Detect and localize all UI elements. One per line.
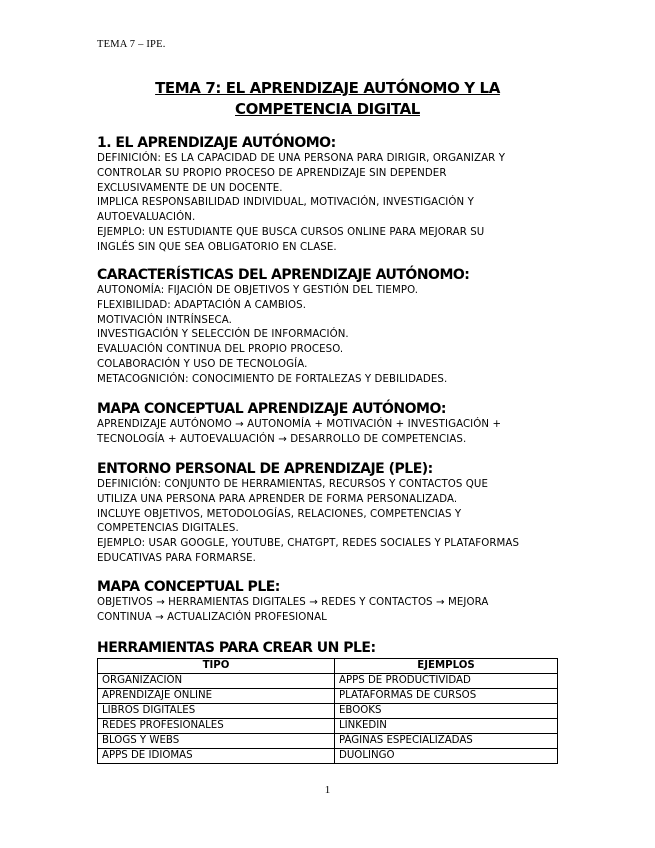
text-line: INCLUYE OBJETIVOS, METODOLOGÍAS, RELACIONES, COMPETENCIAS Y	[97, 508, 462, 520]
section-heading: HERRAMIENTAS PARA CREAR UN PLE:	[97, 640, 376, 656]
column-header-ejemplos: EJEMPLOS	[335, 659, 558, 674]
text-line: MOTIVACIÓN INTRÍNSECA.	[97, 314, 232, 326]
text-line: EXCLUSIVAMENTE DE UN DOCENTE.	[97, 182, 283, 194]
text-line: UTILIZA UNA PERSONA PARA APRENDER DE FORMA PERSONALIZADA.	[97, 493, 458, 505]
ple-tools-table	[97, 658, 558, 764]
section-mapa-aprendizaje	[97, 401, 567, 448]
section-ple	[97, 461, 567, 567]
text-line: AUTONOMÍA: FIJACIÓN DE OBJETIVOS Y GESTIÓN DEL TIEMPO.	[97, 285, 419, 296]
table-cell: PÁGINAS ESPECIALIZADAS	[335, 734, 558, 749]
section-herramientas	[97, 640, 567, 657]
section-body	[97, 284, 567, 388]
text-line: APRENDIZAJE AUTÓNOMO → AUTONOMÍA + MOTIVACIÓN + INVESTIGACIÓN +	[97, 419, 502, 430]
column-header-tipo: TIPO	[98, 659, 335, 674]
table-cell: LIBROS DIGITALES	[98, 704, 335, 719]
section-heading: MAPA CONCEPTUAL PLE:	[97, 579, 280, 595]
text-line: INGLÉS SIN QUE SEA OBLIGATORIO EN CLASE.	[97, 241, 337, 253]
document-title: TEMA 7: EL APRENDIZAJE AUTÓNOMO Y LA COMPETENCIA DIGITAL	[155, 79, 500, 118]
table-cell: APRENDIZAJE ONLINE	[98, 689, 335, 704]
table-cell: EBOOKS	[335, 704, 558, 719]
table-cell: ORGANIZACIÓN	[98, 674, 335, 689]
section-heading: ENTORNO PERSONAL DE APRENDIZAJE (PLE):	[97, 461, 433, 477]
table-cell: DUOLINGO	[335, 749, 558, 764]
text-line: AUTOEVALUACIÓN.	[97, 212, 196, 224]
section-body	[97, 418, 567, 448]
text-line: IMPLICA RESPONSABILIDAD INDIVIDUAL, MOTIVACIÓN, INVESTIGACIÓN Y	[97, 197, 474, 209]
text-line: EJEMPLO: UN ESTUDIANTE QUE BUSCA CURSOS ONLINE PARA MEJORAR SU	[97, 226, 485, 238]
table-row	[98, 719, 558, 734]
table-cell: REDES PROFESIONALES	[98, 719, 335, 734]
table-cell: APPS DE PRODUCTIVIDAD	[335, 674, 558, 689]
section-heading: MAPA CONCEPTUAL APRENDIZAJE AUTÓNOMO:	[97, 401, 446, 417]
running-header: TEMA 7 – IPE.	[97, 39, 166, 50]
text-line: CONTINUA → ACTUALIZACIÓN PROFESIONAL	[97, 611, 327, 623]
section-aprendizaje-autonomo	[97, 135, 567, 256]
table-cell: LINKEDIN	[335, 719, 558, 734]
section-caracteristicas	[97, 267, 567, 388]
table-header-row	[98, 659, 558, 674]
text-line: EVALUACIÓN CONTINUA DEL PROPIO PROCESO.	[97, 344, 344, 356]
text-line: EJEMPLO: USAR GOOGLE, YOUTUBE, CHATGPT, REDES SOCIALES Y PLATAFORMAS	[97, 538, 520, 550]
text-line: COMPETENCIAS DIGITALES.	[97, 523, 239, 535]
table-cell: APPS DE IDIOMAS	[98, 749, 335, 764]
section-mapa-ple	[97, 579, 567, 626]
table-row	[98, 704, 558, 719]
text-line: DEFINICIÓN: ES LA CAPACIDAD DE UNA PERSONA PARA DIRIGIR, ORGANIZAR Y	[97, 153, 506, 164]
table-row	[98, 749, 558, 764]
text-line: DEFINICIÓN: CONJUNTO DE HERRAMIENTAS, RECURSOS Y CONTACTOS QUE	[97, 479, 488, 490]
text-line: METACOGNICIÓN: CONOCIMIENTO DE FORTALEZAS Y DEBILIDADES.	[97, 373, 448, 385]
section-body	[97, 596, 567, 626]
text-line: CONTROLAR SU PROPIO PROCESO DE APRENDIZAJE SIN DEPENDER	[97, 167, 447, 179]
table-row	[98, 734, 558, 749]
text-line: OBJETIVOS → HERRAMIENTAS DIGITALES → REDES Y CONTACTOS → MEJORA	[97, 597, 489, 608]
table-cell: PLATAFORMAS DE CURSOS	[335, 689, 558, 704]
text-line: FLEXIBILIDAD: ADAPTACIÓN A CAMBIOS.	[97, 299, 307, 311]
table-cell: BLOGS Y WEBS	[98, 734, 335, 749]
page-number: 1	[324, 784, 331, 796]
text-line: EDUCATIVAS PARA FORMARSE.	[97, 552, 257, 564]
section-heading: 1. EL APRENDIZAJE AUTÓNOMO:	[97, 135, 336, 151]
table-row	[98, 674, 558, 689]
section-body	[97, 478, 567, 567]
text-line: INVESTIGACIÓN Y SELECCIÓN DE INFORMACIÓN.	[97, 329, 349, 341]
text-line: TECNOLOGÍA + AUTOEVALUACIÓN → DESARROLLO DE COMPETENCIAS.	[97, 433, 467, 445]
section-body	[97, 152, 567, 256]
table-row	[98, 689, 558, 704]
text-line: COLABORACIÓN Y USO DE TECNOLOGÍA.	[97, 358, 308, 370]
section-heading: CARACTERÍSTICAS DEL APRENDIZAJE AUTÓNOMO:	[97, 267, 470, 283]
